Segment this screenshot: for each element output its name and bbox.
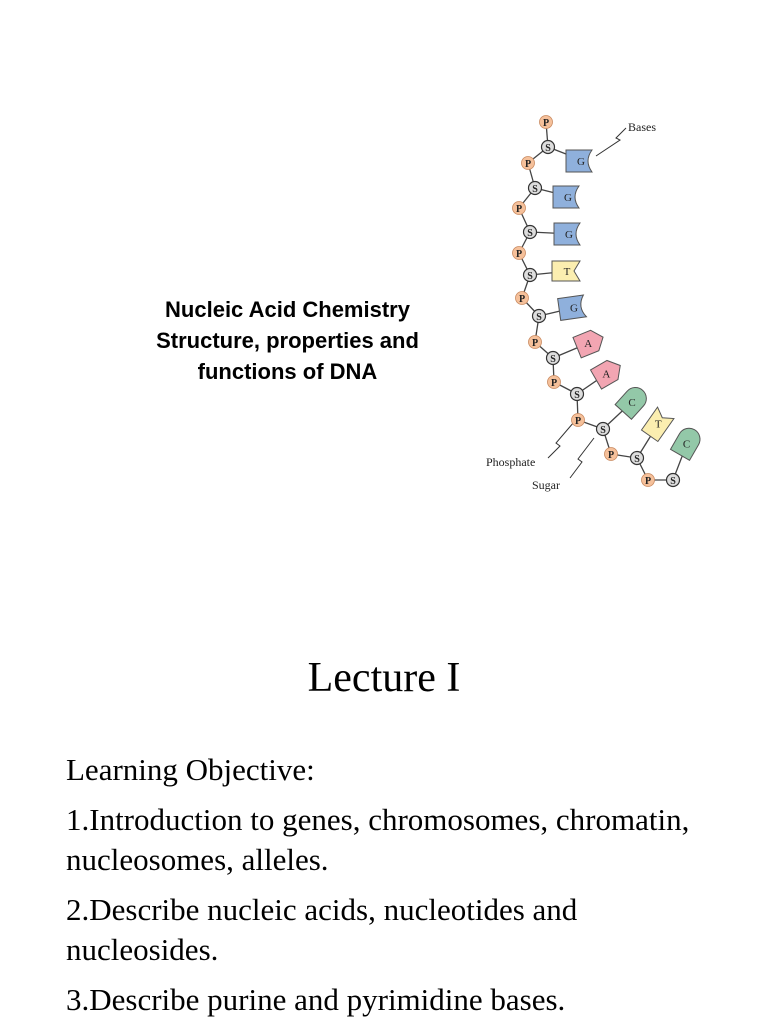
svg-text:P: P xyxy=(550,377,558,389)
sugar-node xyxy=(524,226,537,239)
sugar-node xyxy=(524,269,537,282)
slide-title xyxy=(130,294,445,387)
svg-text:P: P xyxy=(531,337,539,349)
svg-text:P: P xyxy=(515,203,523,215)
base-letter: A xyxy=(584,338,593,351)
phosphate-node xyxy=(572,414,585,427)
title-line-3: functions of DNA xyxy=(197,359,378,384)
svg-text:P: P xyxy=(518,293,526,305)
base-letter: T xyxy=(654,418,662,431)
svg-text:S: S xyxy=(532,183,538,195)
base-T xyxy=(552,261,580,281)
sugar-node xyxy=(667,474,680,487)
bases-pointer xyxy=(596,128,626,156)
base-letter: C xyxy=(682,438,691,451)
svg-text:S: S xyxy=(670,475,676,487)
objective-item-1: 1.Introduction to genes, chromosomes, chromatin, nucleosomes, alleles. xyxy=(66,802,690,877)
bases-group xyxy=(552,150,704,460)
svg-text:S: S xyxy=(550,353,556,365)
base-G xyxy=(553,186,579,208)
svg-text:P: P xyxy=(574,415,582,427)
phosphate-node xyxy=(605,448,618,461)
dna-strand-diagram xyxy=(470,100,720,500)
phosphate-node xyxy=(516,292,529,305)
sugar-pointer xyxy=(570,438,594,478)
sugar-node xyxy=(533,310,546,323)
phosphate-node xyxy=(540,116,553,129)
phosphate-node xyxy=(642,474,655,487)
objectives-heading: Learning Objective: xyxy=(66,752,315,787)
sugar-node xyxy=(547,352,560,365)
svg-text:S: S xyxy=(536,311,542,323)
svg-text:S: S xyxy=(634,453,640,465)
sugar-label: Sugar xyxy=(532,478,560,492)
bases-label: Bases xyxy=(628,120,656,134)
svg-text:S: S xyxy=(574,389,580,401)
base-letter: C xyxy=(628,397,636,410)
svg-text:P: P xyxy=(515,248,523,260)
base-G xyxy=(558,295,587,320)
learning-objectives xyxy=(66,750,706,1030)
base-letter: G xyxy=(577,156,585,168)
phosphate-node xyxy=(522,157,535,170)
phosphate-pointer xyxy=(548,422,574,458)
objective-item-3: 3.Describe purine and pyrimidine bases. xyxy=(66,982,566,1017)
sugar-node xyxy=(631,452,644,465)
base-letter: T xyxy=(563,266,571,278)
base-C xyxy=(615,383,651,419)
phosphate-node xyxy=(513,247,526,260)
base-C xyxy=(670,424,704,460)
phosphate-node xyxy=(548,376,561,389)
phosphate-label: Phosphate xyxy=(486,455,536,469)
title-line-2: Structure, properties and xyxy=(156,328,419,353)
svg-text:P: P xyxy=(644,475,652,487)
base-G xyxy=(554,223,580,245)
svg-text:S: S xyxy=(600,424,606,436)
sugar-node xyxy=(542,141,555,154)
base-A xyxy=(591,356,626,389)
svg-text:S: S xyxy=(545,142,551,154)
base-T xyxy=(641,407,673,441)
svg-text:P: P xyxy=(542,117,550,129)
svg-text:P: P xyxy=(607,449,615,461)
base-letter: G xyxy=(570,302,579,315)
base-letter: G xyxy=(564,192,572,204)
base-letter: A xyxy=(602,368,611,381)
svg-text:S: S xyxy=(527,270,533,282)
sugar-node xyxy=(571,388,584,401)
base-G xyxy=(566,150,592,172)
title-line-1: Nucleic Acid Chemistry xyxy=(165,297,410,322)
svg-text:P: P xyxy=(524,158,532,170)
base-letter: G xyxy=(565,229,573,241)
sugar-node xyxy=(529,182,542,195)
phosphate-node xyxy=(513,202,526,215)
svg-text:S: S xyxy=(527,227,533,239)
lecture-heading: Lecture I xyxy=(307,655,461,701)
sugar-node xyxy=(597,423,610,436)
base-A xyxy=(573,327,607,358)
phosphate-node xyxy=(529,336,542,349)
objective-item-2: 2.Describe nucleic acids, nucleotides and nucleosides. xyxy=(66,892,578,967)
